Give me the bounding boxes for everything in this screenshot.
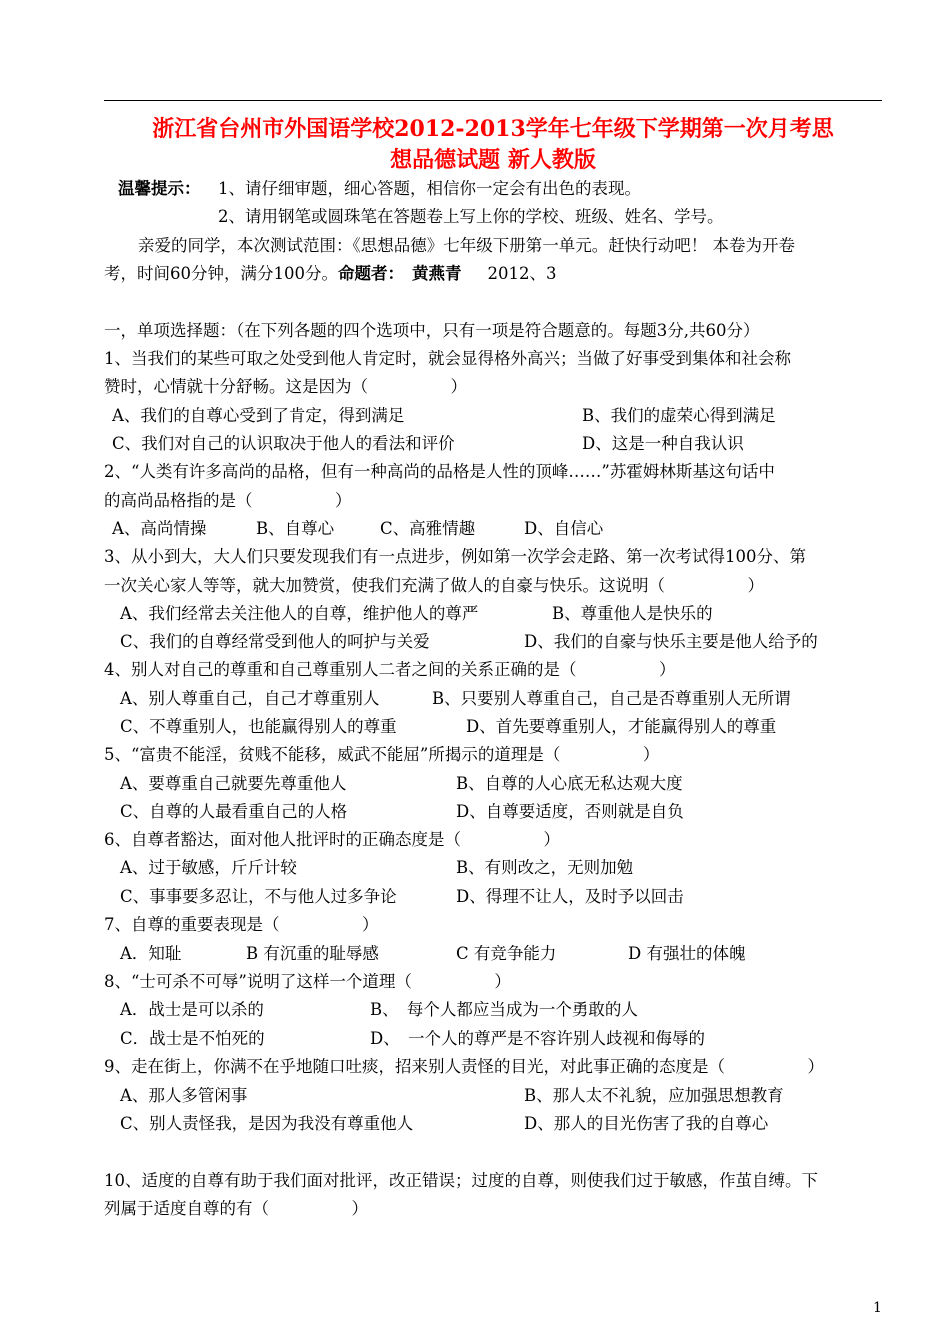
- question-6-option-c: C、事事要多忍让，不与他人过多争论: [120, 887, 397, 906]
- question-1-option-d: D、这是一种自我认识: [582, 434, 744, 453]
- question-9-stem-1: 9、走在街上，你满不在乎地随口吐痰，招来别人责怪的目光，对此事正确的态度是（ ）: [104, 1057, 824, 1076]
- question-1-stem-1: 1、当我们的某些可取之处受到他人肯定时，就会显得格外高兴；当做了好事受到集体和社会称: [104, 349, 791, 368]
- question-6-option-d: D、得理不让人，及时予以回击: [456, 887, 684, 906]
- question-1-option-c: C、我们对自己的认识取决于他人的看法和评价: [112, 434, 455, 453]
- question-9-option-a: A、那人多管闲事: [120, 1086, 248, 1105]
- question-9-option-d: D、那人的目光伤害了我的自尊心: [524, 1114, 769, 1133]
- question-9-option-c: C、别人责怪我，是因为我没有尊重他人: [120, 1114, 414, 1133]
- question-4-option-a: A、别人尊重自己，自己才尊重别人: [120, 689, 380, 708]
- title-line-1: 浙江省台州市外国语学校2012-2013学年七年级下学期第一次月考思: [152, 116, 834, 142]
- question-5-option-d: D、自尊要适度，否则就是自负: [456, 802, 684, 821]
- tip-1: 1、请仔细审题，细心答题，相信你一定会有出色的表现。: [218, 179, 641, 198]
- question-2-option-c: C、高雅情趣: [380, 519, 476, 538]
- question-3-option-d: D、我们的自豪与快乐主要是他人给予的: [524, 632, 818, 651]
- intro-line-2: [104, 263, 557, 285]
- question-7-option-b: B 有沉重的耻辱感: [246, 944, 379, 963]
- question-3-option-b: B、尊重他人是快乐的: [552, 604, 713, 623]
- question-1-option-a: A、我们的自尊心受到了肯定，得到满足: [112, 406, 405, 425]
- exam-title: [104, 114, 882, 176]
- question-2-option-b: B、自尊心: [256, 519, 335, 538]
- header-rule: [104, 100, 882, 101]
- question-6-option-a: A、过于敏感，斤斤计较: [120, 858, 297, 877]
- question-9-option-b: B、那人太不礼貌，应加强思想教育: [524, 1086, 784, 1105]
- question-10-stem-2: 列属于适度自尊的有（ ）: [104, 1199, 368, 1218]
- section-heading: 一，单项选择题：（在下列各题的四个选项中，只有一项是符合题意的。每题3分,共60分）: [104, 321, 760, 340]
- author-name: 黄燕青: [412, 264, 462, 283]
- question-7-option-d: D 有强壮的体魄: [628, 944, 746, 963]
- question-5-stem-1: 5、“富贵不能淫，贫贱不能移，威武不能屈”所揭示的道理是（ ）: [104, 745, 660, 764]
- question-4-option-b: B、只要别人尊重自己，自己是否尊重别人无所谓: [432, 689, 791, 708]
- question-7-option-a: A．知耻: [120, 944, 182, 963]
- title-line-2: 想品德试题 新人教版: [390, 147, 596, 173]
- question-5-option-a: A、要尊重自己就要先尊重他人: [120, 774, 347, 793]
- question-2-option-a: A、高尚情操: [112, 519, 207, 538]
- question-1-option-b: B、我们的虚荣心得到满足: [582, 406, 776, 425]
- question-4-option-c: C、不尊重别人，也能赢得别人的尊重: [120, 717, 397, 736]
- page-number: 1: [873, 1300, 882, 1316]
- question-8-option-b: B、 每个人都应当成为一个勇敢的人: [370, 1000, 638, 1019]
- question-8-option-d: D、 一个人的尊严是不容许别人歧视和侮辱的: [370, 1029, 705, 1048]
- intro-text: 考，时间60分钟，满分100分。: [104, 264, 338, 283]
- question-8-option-a: A．战士是可以杀的: [120, 1000, 264, 1019]
- question-10-stem-1: 10、适度的自尊有助于我们面对批评，改正错误；过度的自尊，则使我们过于敏感，作茧自缚。下: [104, 1171, 818, 1190]
- question-1-stem-2: 赞时，心情就十分舒畅。这是因为（ ）: [104, 377, 467, 396]
- question-2-stem-1: 2、“人类有许多高尚的品格，但有一种高尚的品格是人性的顶峰……”苏霍姆林斯基这句话中: [104, 462, 775, 481]
- question-5-option-b: B、自尊的人心底无私达观大度: [456, 774, 683, 793]
- question-3-option-a: A、我们经常去关注他人的自尊，维护他人的尊严: [120, 604, 479, 623]
- tip-2: 2、请用钢笔或圆珠笔在答题卷上写上你的学校、班级、姓名、学号。: [218, 207, 724, 226]
- question-4-option-d: D、首先要尊重别人，才能赢得别人的尊重: [466, 717, 777, 736]
- intro-line-1: 亲爱的同学，本次测试范围：《思想品德》七年级下册第一单元。赶快行动吧！ 本卷为开卷: [138, 236, 795, 255]
- question-8-option-c: C．战士是不怕死的: [120, 1029, 265, 1048]
- question-7-stem-1: 7、自尊的重要表现是（ ）: [104, 915, 379, 934]
- author-label: 命题者：: [338, 264, 404, 283]
- question-6-option-b: B、有则改之，无则加勉: [456, 858, 634, 877]
- exam-date: 2012、3: [487, 264, 557, 283]
- question-8-stem-1: 8、“士可杀不可辱”说明了这样一个道理（ ）: [104, 972, 511, 991]
- question-7-option-c: C 有竞争能力: [456, 944, 557, 963]
- question-5-option-c: C、自尊的人最看重自己的人格: [120, 802, 348, 821]
- tips-label: 温馨提示：: [118, 179, 201, 198]
- question-2-option-d: D、自信心: [524, 519, 604, 538]
- question-3-stem-2: 一次关心家人等等，就大加赞赏，使我们充满了做人的自豪与快乐。这说明（ ）: [104, 576, 764, 595]
- question-6-stem-1: 6、自尊者豁达，面对他人批评时的正确态度是（ ）: [104, 830, 560, 849]
- question-3-option-c: C、我们的自尊经常受到他人的呵护与关爱: [120, 632, 430, 651]
- question-3-stem-1: 3、从小到大，大人们只要发现我们有一点进步，例如第一次学会走路、第一次考试得100分、第: [104, 547, 806, 566]
- question-4-stem-1: 4、别人对自己的尊重和自己尊重别人二者之间的关系正确的是（ ）: [104, 660, 676, 679]
- question-2-stem-2: 的高尚品格指的是（ ）: [104, 491, 352, 510]
